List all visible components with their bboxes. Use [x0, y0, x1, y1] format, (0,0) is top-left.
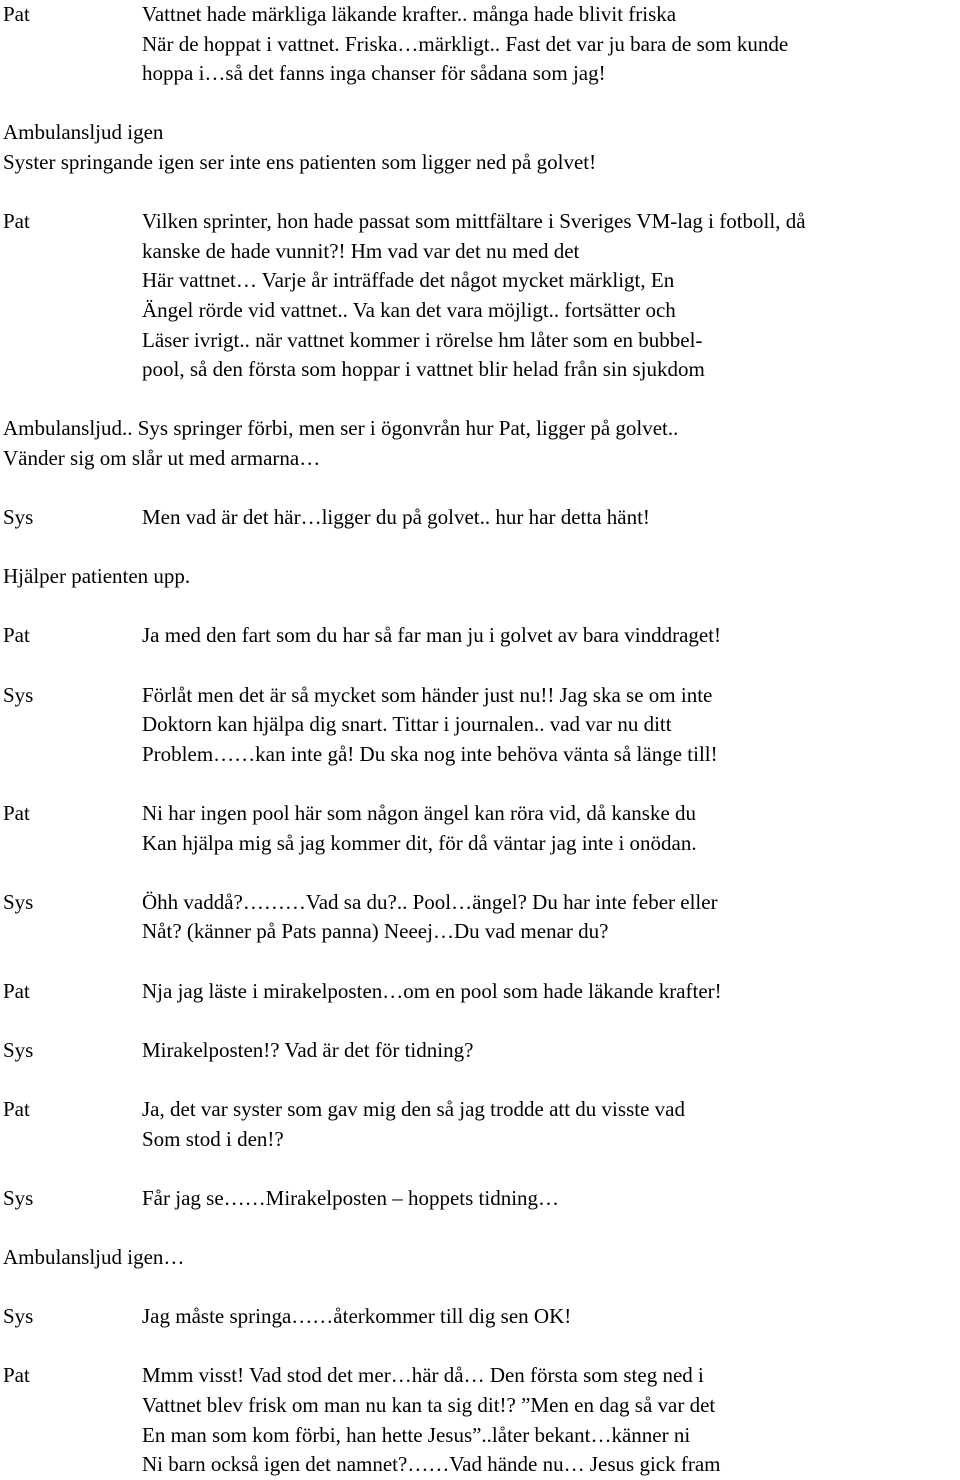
speaker-name: Pat	[3, 1363, 30, 1388]
speaker-name: Pat	[3, 209, 30, 234]
dialogue-line: Problem……kan inte gå! Du ska nog inte behöva vänta så länge till!	[142, 741, 718, 766]
dialogue-lines	[142, 0, 960, 89]
dialogue-entry	[3, 681, 960, 770]
dialogue-line: Nja jag läste i mirakelposten…om en pool som hade läkande krafter!	[142, 978, 722, 1003]
dialogue-lines	[142, 977, 960, 1007]
stage-direction-line: Syster springande igen ser inte ens patienten som ligger ned på golvet!	[3, 149, 597, 174]
dialogue-line: Nåt? (känner på Pats panna) Neeej…Du vad menar du?	[142, 919, 609, 944]
dialogue-lines	[142, 621, 960, 651]
speaker-name: Sys	[3, 1037, 34, 1062]
dialogue-lines	[142, 503, 960, 533]
dialogue-line: En man som kom förbi, han hette Jesus”..låter bekant…känner ni	[142, 1422, 691, 1447]
stage-direction	[3, 414, 960, 473]
dialogue-lines	[142, 1095, 960, 1154]
speaker-name: Sys	[3, 682, 34, 707]
dialogue-entry	[3, 1036, 960, 1066]
speaker-name: Pat	[3, 1096, 30, 1121]
speaker-name: Pat	[3, 2, 30, 26]
dialogue-line: Doktorn kan hjälpa dig snart. Tittar i journalen.. vad var nu ditt	[142, 712, 672, 737]
dialogue-entry	[3, 503, 960, 533]
dialogue-line: Ni har ingen pool här som någon ängel kan röra vid, då kanske du	[142, 801, 697, 826]
stage-direction	[3, 118, 960, 177]
dialogue-line: Här vattnet… Varje år inträffade det något mycket märkligt, En	[142, 268, 675, 293]
dialogue-lines	[142, 1361, 960, 1479]
stage-direction-line: Ambulansljud igen	[3, 120, 164, 145]
dialogue-entry	[3, 888, 960, 947]
dialogue-line: Som stod i den!?	[142, 1126, 284, 1151]
dialogue-lines	[142, 799, 960, 858]
dialogue-line: Jag måste springa……återkommer till dig sen OK!	[142, 1304, 572, 1329]
dialogue-line: Mirakelposten!? Vad är det för tidning?	[142, 1037, 474, 1062]
dialogue-line: Förlåt men det är så mycket som händer just nu!! Jag ska se om inte	[142, 682, 713, 707]
dialogue-line: kanske de hade vunnit?! Hm vad var det nu med det	[142, 238, 580, 263]
dialogue-lines	[142, 1036, 960, 1066]
dialogue-line: Kan hjälpa mig så jag kommer dit, för då väntar jag inte i onödan.	[142, 830, 697, 855]
dialogue-lines	[142, 1302, 960, 1332]
speaker-name: Sys	[3, 1304, 34, 1329]
dialogue-entry	[3, 1095, 960, 1154]
dialogue-line: Men vad är det här…ligger du på golvet.. hur har detta hänt!	[142, 505, 650, 530]
dialogue-line: Mmm visst! Vad stod det mer…här då… Den första som steg ned i	[142, 1363, 704, 1388]
speaker-name: Sys	[3, 889, 34, 914]
dialogue-line: Vattnet hade märkliga läkande krafter.. många hade blivit friska	[142, 2, 677, 26]
speaker-name: Pat	[3, 623, 30, 648]
dialogue-entry	[3, 977, 960, 1007]
stage-direction	[3, 1243, 960, 1273]
dialogue-line: Ni barn också igen det namnet?……Vad hände nu… Jesus gick fram	[142, 1452, 721, 1477]
dialogue-line: Ja med den fart som du har så far man ju i golvet av bara vinddraget!	[142, 623, 722, 648]
dialogue-line: När de hoppat i vattnet. Friska…märkligt.. Fast det var ju bara de som kunde	[142, 31, 789, 56]
dialogue-line: Läser ivrigt.. när vattnet kommer i rörelse hm låter som en bubbel-	[142, 327, 703, 352]
dialogue-line: Vilken sprinter, hon hade passat som mittfältare i Sveriges VM-lag i fotboll, då	[142, 209, 806, 234]
dialogue-entry	[3, 1184, 960, 1214]
dialogue-line: Ja, det var syster som gav mig den så jag trodde att du visste vad	[142, 1096, 685, 1121]
speaker-name: Pat	[3, 978, 30, 1003]
speaker-name: Pat	[3, 801, 30, 826]
stage-direction-line: Ambulansljud.. Sys springer förbi, men ser i ögonvrån hur Pat, ligger på golvet..	[3, 416, 679, 441]
dialogue-entry	[3, 799, 960, 858]
dialogue-entry	[3, 1361, 960, 1479]
dialogue-line: hoppa i…så det fanns inga chanser för sådana som jag!	[142, 61, 606, 86]
dialogue-line: Ängel rörde vid vattnet.. Va kan det vara möjligt.. fortsätter och	[142, 297, 676, 322]
stage-direction-line: Vänder sig om slår ut med armarna…	[3, 445, 321, 470]
stage-direction-line: Ambulansljud igen…	[3, 1244, 185, 1269]
dialogue-line: Får jag se……Mirakelposten – hoppets tidning…	[142, 1185, 560, 1210]
dialogue-entry	[3, 0, 960, 89]
dialogue-lines	[142, 207, 960, 385]
dialogue-entry	[3, 1302, 960, 1332]
dialogue-line: pool, så den första som hoppar i vattnet blir helad från sin sjukdom	[142, 357, 705, 382]
stage-direction-line: Hjälper patienten upp.	[3, 564, 191, 589]
speaker-name: Sys	[3, 505, 34, 530]
speaker-name: Sys	[3, 1185, 34, 1210]
dialogue-lines	[142, 1184, 960, 1214]
dialogue-entry	[3, 207, 960, 385]
dialogue-lines	[142, 681, 960, 770]
stage-direction	[3, 562, 960, 592]
dialogue-line: Öhh vaddå?………Vad sa du?.. Pool…ängel? Du har inte feber eller	[142, 889, 718, 914]
dialogue-line: Vattnet blev frisk om man nu kan ta sig dit!? ”Men en dag så var det	[142, 1392, 716, 1417]
dialogue-entry	[3, 621, 960, 651]
dialogue-lines	[142, 888, 960, 947]
